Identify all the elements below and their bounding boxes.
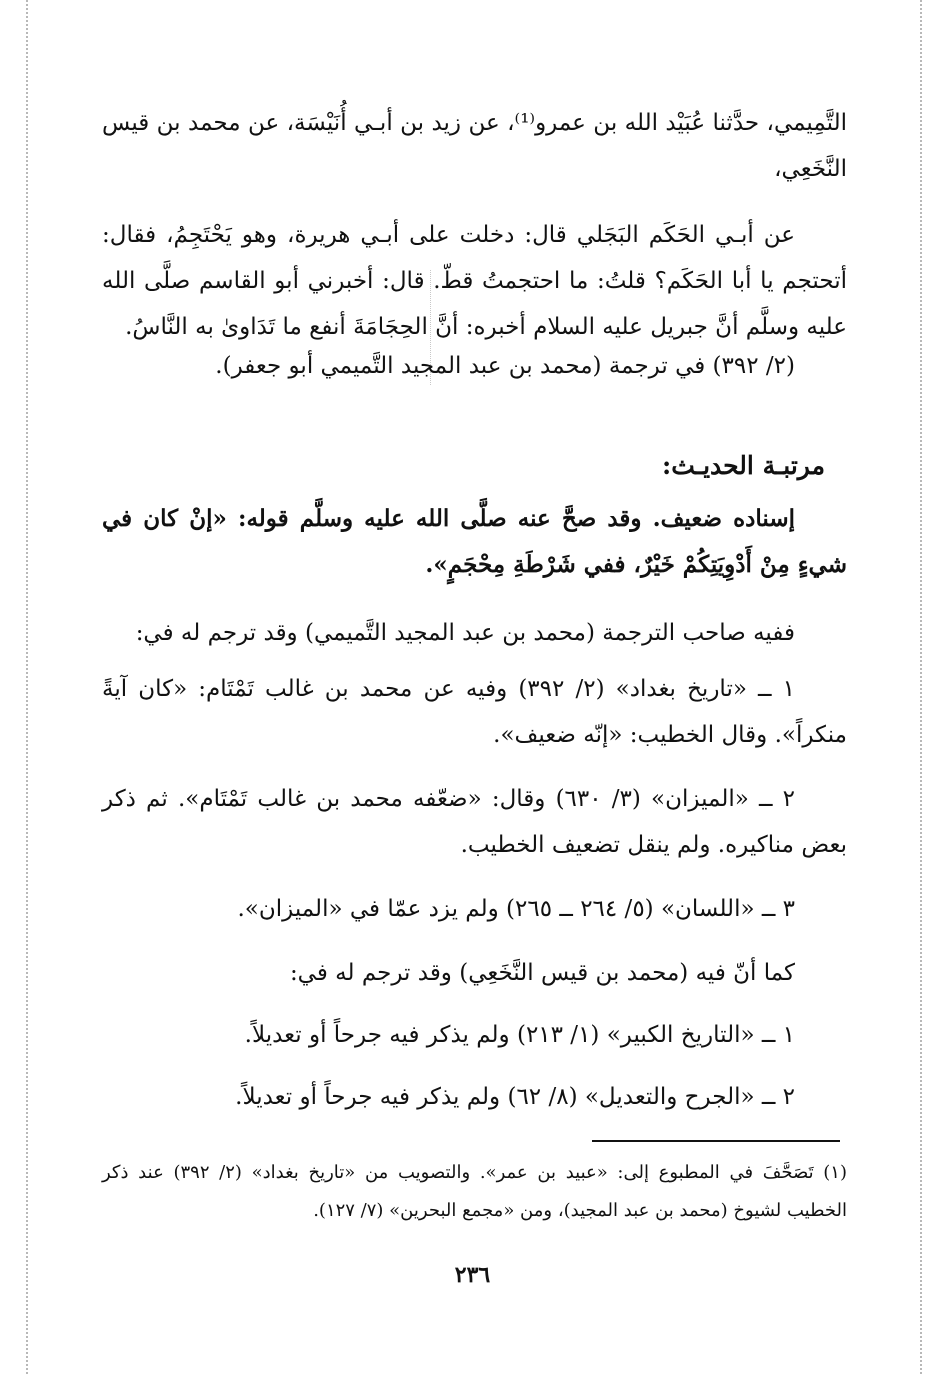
scan-edge-right: [920, 0, 922, 1374]
source-reference: (٢/ ٣٩٢) في ترجمة (محمد بن عبد المجيد التَّميمي أبو جعفر).: [215, 353, 795, 379]
footnote-1: (١) تَصَحَّفَ في المطبوع إلى: «عبيد بن عمر». والتصويب من «تاريخ بغداد» (٢/ ٣٩٢) عند ذكر الخطيب لشيوخ (محمد بن عبد المجيد)، ومن «مجمع البحرين» (٧/ ١٢٧).: [102, 1162, 847, 1221]
isnad-continuation: التَّمِيمي، حدَّثنا عُبَيْد الله بن عمرو⁽¹⁾، عن زيد بن أبـي أُنَيْسَة، عن محمد بن قيس النَّخَعِي،: [102, 110, 848, 182]
narrator-intro-1: ففيه صاحب الترجمة (محمد بن عبد المجيد التَّميمي) وقد ترجم له في:: [135, 620, 795, 646]
section-heading: مرتبـة الحديـث:: [661, 451, 825, 480]
list-item-1-1: ١ ــ «تاريخ بغداد» (٢/ ٣٩٢) وفيه عن محمد بن غالب تَمْتَام: «كان آيةً منكراً». وقال الخطيب: «إنّه ضعيف».: [102, 676, 847, 748]
page-number: ٢٣٦: [454, 1262, 491, 1288]
hadith-text: عن أبـي الحَكَم البَجَلي قال: دخلت على أبـي هريرة، وهو يَحْتَجِمُ، فقال: أتحتجم يا أبا الحَكَم؟ قلتُ: ما احتجمتُ قطّ. قال: أخبرني أبو القاسم صلَّى الله عليه وسلَّم أنَّ جبريل عليه السلام أخبره: أنَّ الحِجَامَةَ أنفع ما تَدَاوىٰ به النَّاسُ.: [102, 222, 847, 340]
list-item-1-3: ٣ ــ «اللسان» (٥/ ٢٦٤ ــ ٢٦٥) ولم يزد عمّا في «الميزان».: [237, 896, 795, 922]
scan-edge-left: [26, 0, 28, 1374]
footnote-separator: [592, 1140, 840, 1142]
list-item-2-1: ١ ــ «التاريخ الكبير» (١/ ٢١٣) ولم يذكر فيه جرحاً أو تعديلاً.: [244, 1022, 795, 1048]
list-item-1-2: ٢ ــ «الميزان» (٣/ ٦٣٠) وقال: «ضعّفه محمد بن غالب تَمْتَام». ثم ذكر بعض مناكيره. ولم ينقل تضعيف الخطيب.: [102, 786, 847, 858]
list-item-2-2: ٢ ــ «الجرح والتعديل» (٨/ ٦٢) ولم يذكر فيه جرحاً أو تعديلاً.: [235, 1084, 795, 1110]
narrator-intro-2: كما أنّ فيه (محمد بن قيس النَّخَعِي) وقد ترجم له في:: [289, 960, 795, 986]
grading-paragraph: إسناده ضعيف. وقد صحَّ عنه صلَّى الله عليه وسلَّم قوله: «إنْ كان في شيءٍ مِنْ أَدْوِيَتِكُمْ خَيْرٌ، ففي شَرْطَةِ مِحْجَمٍ».: [102, 505, 847, 578]
